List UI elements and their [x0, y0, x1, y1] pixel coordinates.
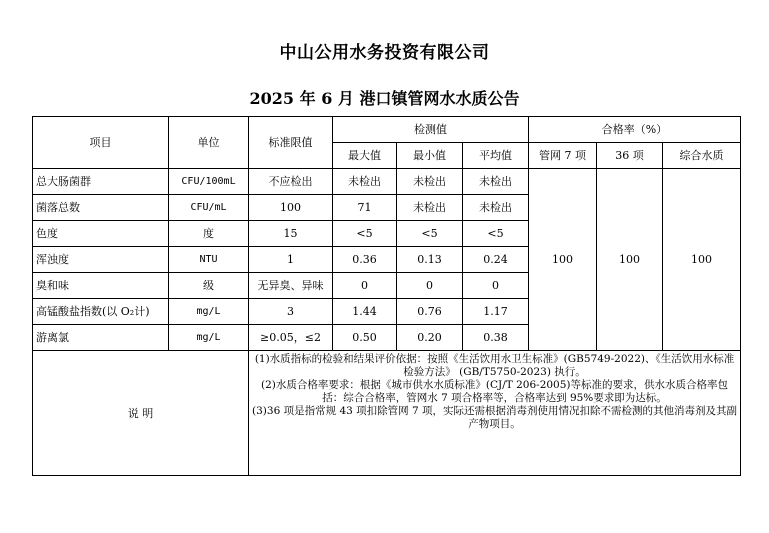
row-max: 71 [333, 195, 397, 221]
row-item: 色度 [33, 221, 169, 247]
row-avg: <5 [463, 221, 529, 247]
row-unit: CFU/100mL [169, 169, 249, 195]
row-min: 0.76 [397, 299, 463, 325]
notes-label: 说 明 [33, 351, 249, 476]
water-quality-table [32, 116, 741, 476]
row-limit: 3 [249, 299, 333, 325]
row-max: 0.36 [333, 247, 397, 273]
row-unit: mg/L [169, 299, 249, 325]
row-avg: 0 [463, 273, 529, 299]
row-unit: 度 [169, 221, 249, 247]
row-max: 1.44 [333, 299, 397, 325]
header-max: 最大值 [333, 143, 397, 169]
notes-row [33, 351, 741, 476]
row-limit: 100 [249, 195, 333, 221]
row-limit: ≥0.05，≤2 [249, 325, 333, 351]
row-max: 0 [333, 273, 397, 299]
row-unit: NTU [169, 247, 249, 273]
row-item: 浑浊度 [33, 247, 169, 273]
row-unit: mg/L [169, 325, 249, 351]
header-overall: 综合水质 [663, 143, 741, 169]
header-avg: 平均值 [463, 143, 529, 169]
row-limit: 不应检出 [249, 169, 333, 195]
row-avg: 未检出 [463, 169, 529, 195]
row-min: 0 [397, 273, 463, 299]
row-min: <5 [397, 221, 463, 247]
row-unit: 级 [169, 273, 249, 299]
header-item: 项目 [33, 117, 169, 169]
pass-item36: 100 [597, 169, 663, 351]
row-max: <5 [333, 221, 397, 247]
pass-overall: 100 [663, 169, 741, 351]
header-min: 最小值 [397, 143, 463, 169]
note-3: (3)36 项是指常规 43 项扣除管网 7 项，实际还需根据消毒剂使用情况扣除不需检测的其他消毒剂及其副产物项目。 [252, 405, 737, 430]
row-item: 游离氯 [33, 325, 169, 351]
pass-pipe7: 100 [529, 169, 597, 351]
row-avg: 0.24 [463, 247, 529, 273]
header-pass-rate: 合格率（%） [529, 117, 741, 143]
row-limit: 无异臭、异味 [249, 273, 333, 299]
row-limit: 15 [249, 221, 333, 247]
note-2: (2)水质合格率要求：根据《城市供水水质标准》(CJ/T 206-2005)等标准的要求，供水水质合格率包括：综合合格率，管网水 7 项合格率等，合格率达到 95%要求即为达标。 [261, 379, 729, 404]
row-item: 菌落总数 [33, 195, 169, 221]
row-min: 未检出 [397, 169, 463, 195]
header-limit: 标准限值 [249, 117, 333, 169]
row-item: 总大肠菌群 [33, 169, 169, 195]
row-avg: 未检出 [463, 195, 529, 221]
row-avg: 1.17 [463, 299, 529, 325]
table-row [33, 169, 741, 195]
row-min: 0.20 [397, 325, 463, 351]
report-title: 2025 年 6 月 港口镇管网水水质公告 [249, 89, 520, 108]
row-limit: 1 [249, 247, 333, 273]
row-max: 未检出 [333, 169, 397, 195]
row-item: 高锰酸盐指数(以 O₂计) [33, 299, 169, 325]
row-max: 0.50 [333, 325, 397, 351]
row-min: 未检出 [397, 195, 463, 221]
row-avg: 0.38 [463, 325, 529, 351]
row-item: 臭和味 [33, 273, 169, 299]
row-unit: CFU/mL [169, 195, 249, 221]
company-title: 中山公用水务投资有限公司 [279, 43, 490, 63]
header-detect: 检测值 [333, 117, 529, 143]
row-min: 0.13 [397, 247, 463, 273]
header-pipe7: 管网 7 项 [529, 143, 597, 169]
note-1: (1)水质指标的检验和结果评价依据：按照《生活饮用水卫生标准》(GB5749-2022)、《生活饮用水标准检验方法》 (GB/T5750-2023) 执行。 [254, 353, 735, 378]
notes-content [249, 351, 741, 476]
header-unit: 单位 [169, 117, 249, 169]
header-item36: 36 项 [597, 143, 663, 169]
